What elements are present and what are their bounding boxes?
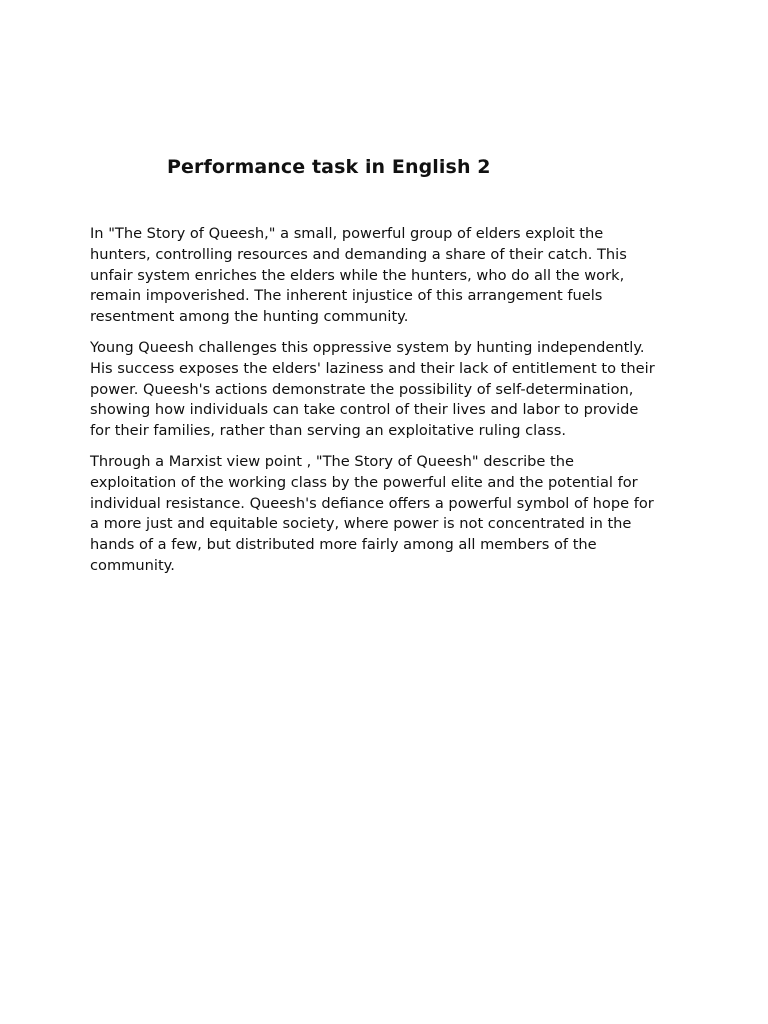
- paragraph-1: In "The Story of Queesh," a small, powerful group of elders exploit the hunters, controlling resources and demanding a share of their catch. This unfair system enriches the elders while the hunters, who do all the work, remain impoverished. The inherent injustice of this arrangement fuels resentment among the hunting community.: [90, 225, 627, 326]
- document-body: [90, 224, 690, 587]
- paragraph-3: Through a Marxist view point , "The Story of Queesh" describe the exploitation of the working class by the powerful elite and the potential for individual resistance. Queesh's defiance offers a powerful symbol of hope for a more just and equitable society, where power is not concentrated in the hands of a few, but distributed more fairly among all members of the community.: [90, 452, 654, 574]
- paragraph-2: Young Queesh challenges this oppressive system by hunting independently. His success exposes the elders' laziness and their lack of entitlement to their power. Queesh's actions demonstrate the possibility of self-determination, showing how individuals can take control of their lives and labor to provide for their families, rather than serving an exploitative ruling class.: [90, 338, 655, 440]
- document-title: Performance task in English 2: [167, 156, 491, 178]
